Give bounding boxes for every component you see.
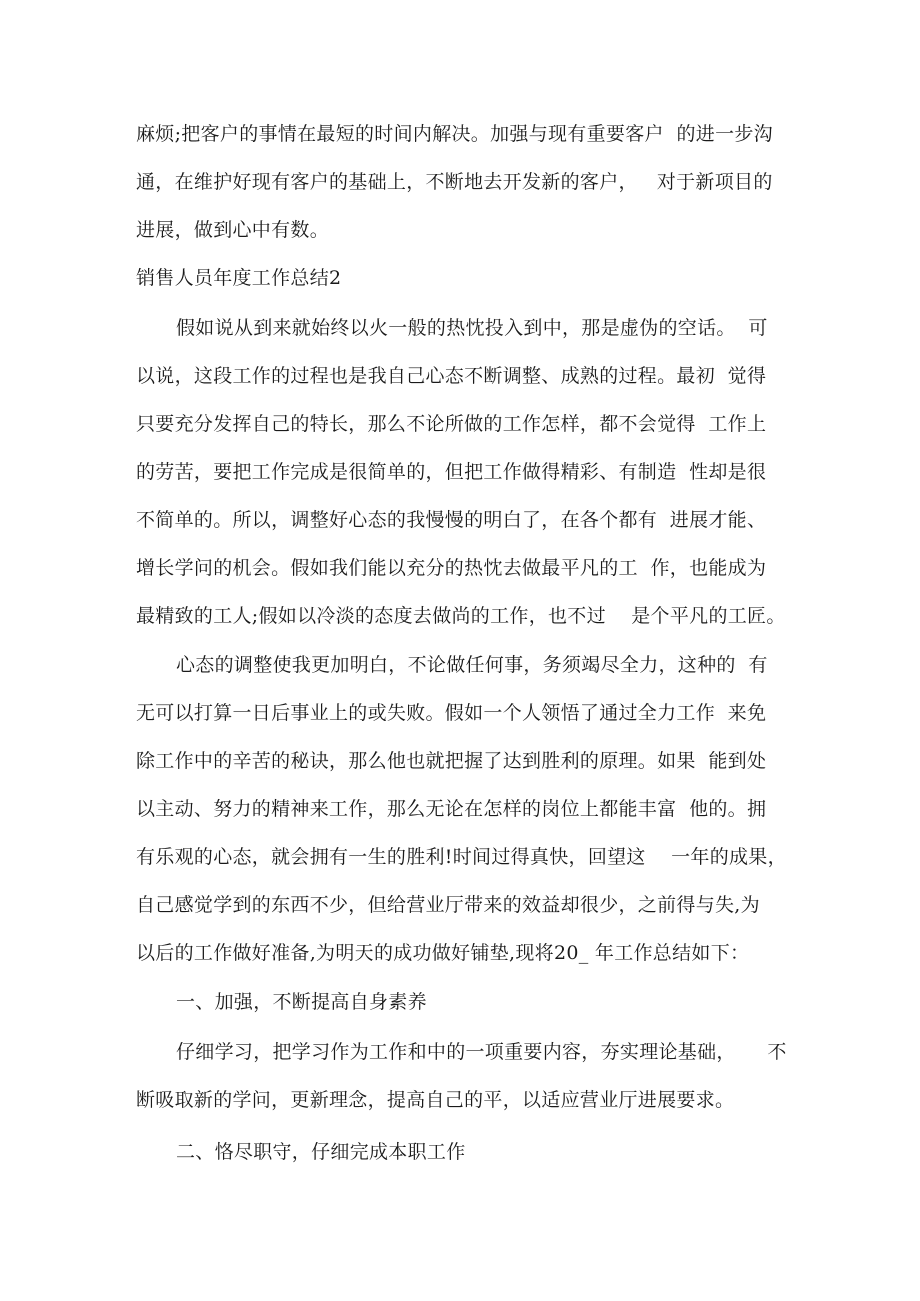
paragraph-line: 断吸取新的学问，更新理念，提高自己的平，以适应营业厅进展要求。 [136, 1089, 735, 1111]
paragraph-line: 除工作中的辛苦的秘诀，那么他也就把握了达到胜利的原理。如果 能到处 [136, 750, 767, 772]
paragraph-line: 自己感觉学到的东西不少，但给营业厅带来的效益却很少，之前得与失,为 [136, 894, 760, 916]
paragraph-line: 通，在维护好现有客户的基础上，不断地去开发新的客户， 对于新项目的 [136, 171, 773, 193]
paragraph-line: 以主动、努力的精神来工作，那么无论在怎样的岗位上都能丰富 他的。拥 [136, 798, 767, 820]
paragraph-line: 以后的工作做好准备,为明天的成功做好铺垫,现将20_ 年工作总结如下： [136, 942, 750, 964]
paragraph-line: 无可以打算一日后事业上的或失败。假如一个人领悟了通过全力工作 来免 [136, 702, 767, 724]
paragraph-line: 进展，做到心中有数。 [136, 219, 330, 241]
paragraph-line: 增长学问的机会。假如我们能以充分的热忱去做最平凡的工 作，也能成为 [136, 557, 767, 579]
subheading: 二、恪尽职守，仔细完成本职工作 [176, 1141, 466, 1163]
paragraph-line: 仔细学习，把学习作为工作和中的一项重要内容，夯实理论基础， 不 [176, 1041, 787, 1063]
subheading: 一、加强，不断提高自身素养 [176, 991, 427, 1013]
paragraph-line: 不简单的。所以，调整好心态的我慢慢的明白了，在各个都有 进展才能、 [136, 509, 767, 531]
paragraph-line: 麻烦;把客户的事情在最短的时间内解决。加强与现有重要客户 的进一步沟 [136, 123, 773, 145]
section-title: 销售人员年度工作总结2 [136, 267, 342, 289]
paragraph-line: 的劳苦，要把工作完成是很简单的，但把工作做得精彩、有制造 性却是很 [136, 461, 767, 483]
paragraph-line: 心态的调整使我更加明白，不论做任何事，务须竭尽全力，这种的 有 [176, 654, 768, 676]
paragraph-line: 只要充分发挥自己的特长，那么不论所做的工作怎样，都不会觉得 工作上 [136, 413, 767, 435]
paragraph-line: 以说，这段工作的过程也是我自己心态不断调整、成熟的过程。最初 觉得 [136, 365, 767, 387]
paragraph-line: 最精致的工人;假如以冷淡的态度去做尚的工作，也不过 是个平凡的工匠。 [136, 605, 786, 627]
paragraph-line: 假如说从到来就始终以火一般的热忱投入到中，那是虚伪的空话。 可 [176, 317, 768, 339]
paragraph-line: 有乐观的心态，就会拥有一生的胜利!时间过得真快，回望这 一年的成果， [136, 846, 787, 868]
